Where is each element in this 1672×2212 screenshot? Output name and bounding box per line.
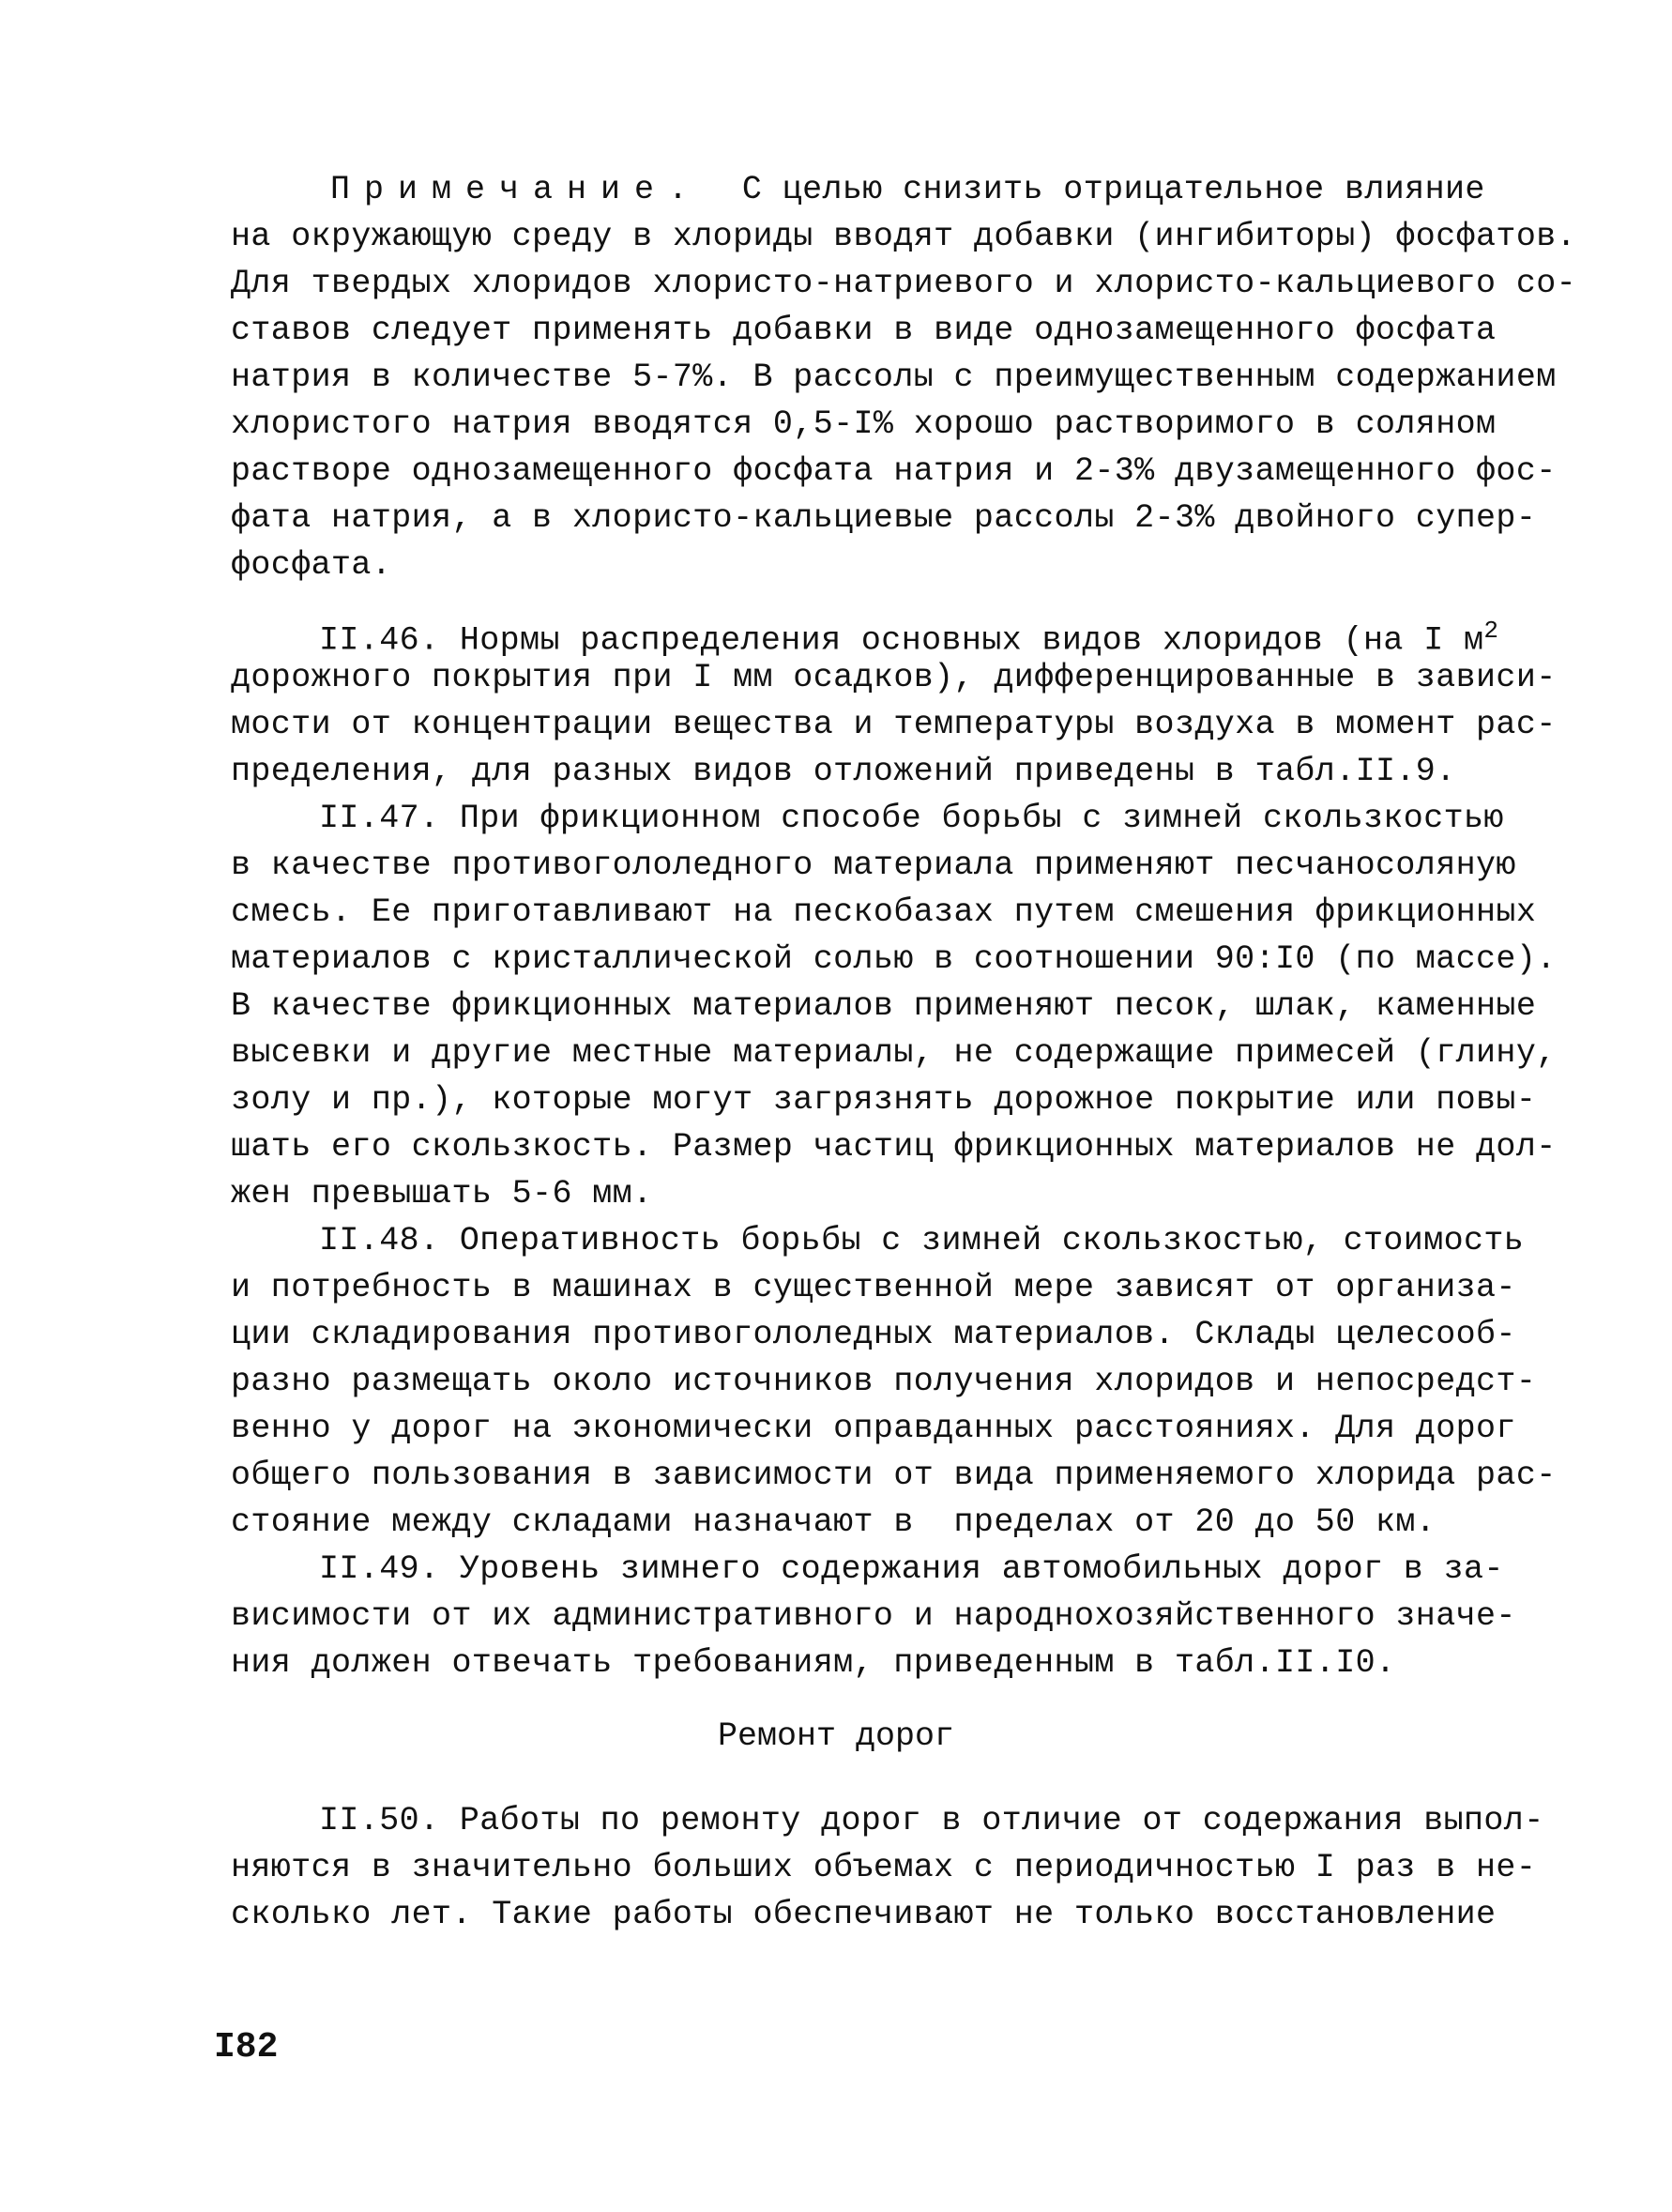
- p48-line-1: и потребность в машинах в существенной мере зависят от организа-: [231, 1269, 1516, 1306]
- note-line-5: хлористого натрия вводятся 0,5-I% хорошо растворимого в соляном: [231, 405, 1497, 443]
- note-line-0: [330, 167, 1512, 212]
- p47-line-6: золу и пр.), которые могут загрязнять дорожное покрытие или повы-: [231, 1081, 1537, 1119]
- section-heading: Ремонт дорог: [717, 1717, 955, 1755]
- p48-line-5: общего пользования в зависимости от вида применяемого хлорида рас-: [231, 1457, 1557, 1494]
- p50-line-2: сколько лет. Такие работы обеспечивают не только восстановление: [231, 1896, 1497, 1933]
- note-label: Примечание.: [330, 171, 703, 208]
- note-line-4: натрия в количестве 5-7%. В рассолы с преимущественным содержанием: [231, 358, 1557, 396]
- p46-line-1: дорожного покрытия при I мм осадков), дифференцированные в зависи-: [231, 659, 1557, 696]
- p49-line-1: висимости от их административного и народнохозяйственного значе-: [231, 1597, 1516, 1635]
- p48-line-2: ции складирования противогололедных материалов. Склады целесооб-: [231, 1316, 1516, 1353]
- p46-superscript: 2: [1483, 617, 1499, 645]
- p47-line-4: В качестве фрикционных материалов применяют песок, шлак, каменные: [231, 987, 1537, 1025]
- note-first-line-rest: С целью снизить отрицательное влияние: [702, 171, 1485, 208]
- p48-line-4: венно у дорог на экономически оправданных расстояниях. Для дорог: [231, 1410, 1516, 1447]
- p48-line-0: II.48. Оперативность борьбы с зимней скользкостью, стоимость: [319, 1222, 1525, 1259]
- p47-line-0: II.47. При фрикционном способе борьбы с зимней скользкостью: [319, 800, 1504, 837]
- p49-line-0: II.49. Уровень зимнего содержания автомобильных дорог в за-: [319, 1550, 1504, 1588]
- note-line-6: растворе однозамещенного фосфата натрия и 2-3% двузамещенного фос-: [231, 452, 1557, 490]
- p46-line-2: мости от концентрации вещества и температуры воздуха в момент рас-: [231, 706, 1557, 743]
- p50-line-1: няются в значительно больших объемах с периодичностью I раз в не-: [231, 1849, 1537, 1886]
- note-line-8: фосфата.: [231, 546, 392, 584]
- note-line-2: Для твердых хлоридов хлористо-натриевого и хлористо-кальциевого со-: [231, 265, 1577, 302]
- p47-line-5: высевки и другие местные материалы, не содержащие примесей (глину,: [231, 1034, 1557, 1072]
- p49-line-2: ния должен отвечать требованиям, приведенным в табл.II.I0.: [231, 1644, 1396, 1682]
- p47-line-7: шать его скользкость. Размер частиц фрикционных материалов не дол-: [231, 1128, 1557, 1166]
- note-line-1: на окружающую среду в хлориды вводят добавки (ингибиторы) фосфатов.: [231, 218, 1577, 255]
- p50-line-0: II.50. Работы по ремонту дорог в отличие от содержания выпол-: [319, 1802, 1544, 1839]
- p47-line-2: смесь. Ее приготавливают на пескобазах путем смешения фрикционных: [231, 893, 1537, 931]
- note-line-7: фата натрия, а в хлористо-кальциевые рассолы 2-3% двойного супер-: [231, 499, 1537, 537]
- p46-first-line: II.46. Нормы распределения основных видов хлоридов (на I м: [319, 621, 1484, 660]
- page-number: I82: [214, 2027, 279, 2067]
- note-line-3: ставов следует применять добавки в виде однозамещенного фосфата: [231, 312, 1497, 349]
- p47-line-8: жен превышать 5-6 мм.: [231, 1175, 653, 1213]
- p47-line-3: материалов с кристаллической солью в соотношении 90:I0 (по массе).: [231, 940, 1557, 978]
- p48-line-6: стояние между складами назначают в пределах от 20 до 50 км.: [231, 1503, 1436, 1541]
- p48-line-3: разно размещать около источников получения хлоридов и непосредст-: [231, 1363, 1537, 1400]
- p47-line-1: в качестве противогололедного материала применяют песчаносоляную: [231, 847, 1516, 884]
- p46-line-3: пределения, для разных видов отложений приведены в табл.II.9.: [231, 753, 1456, 790]
